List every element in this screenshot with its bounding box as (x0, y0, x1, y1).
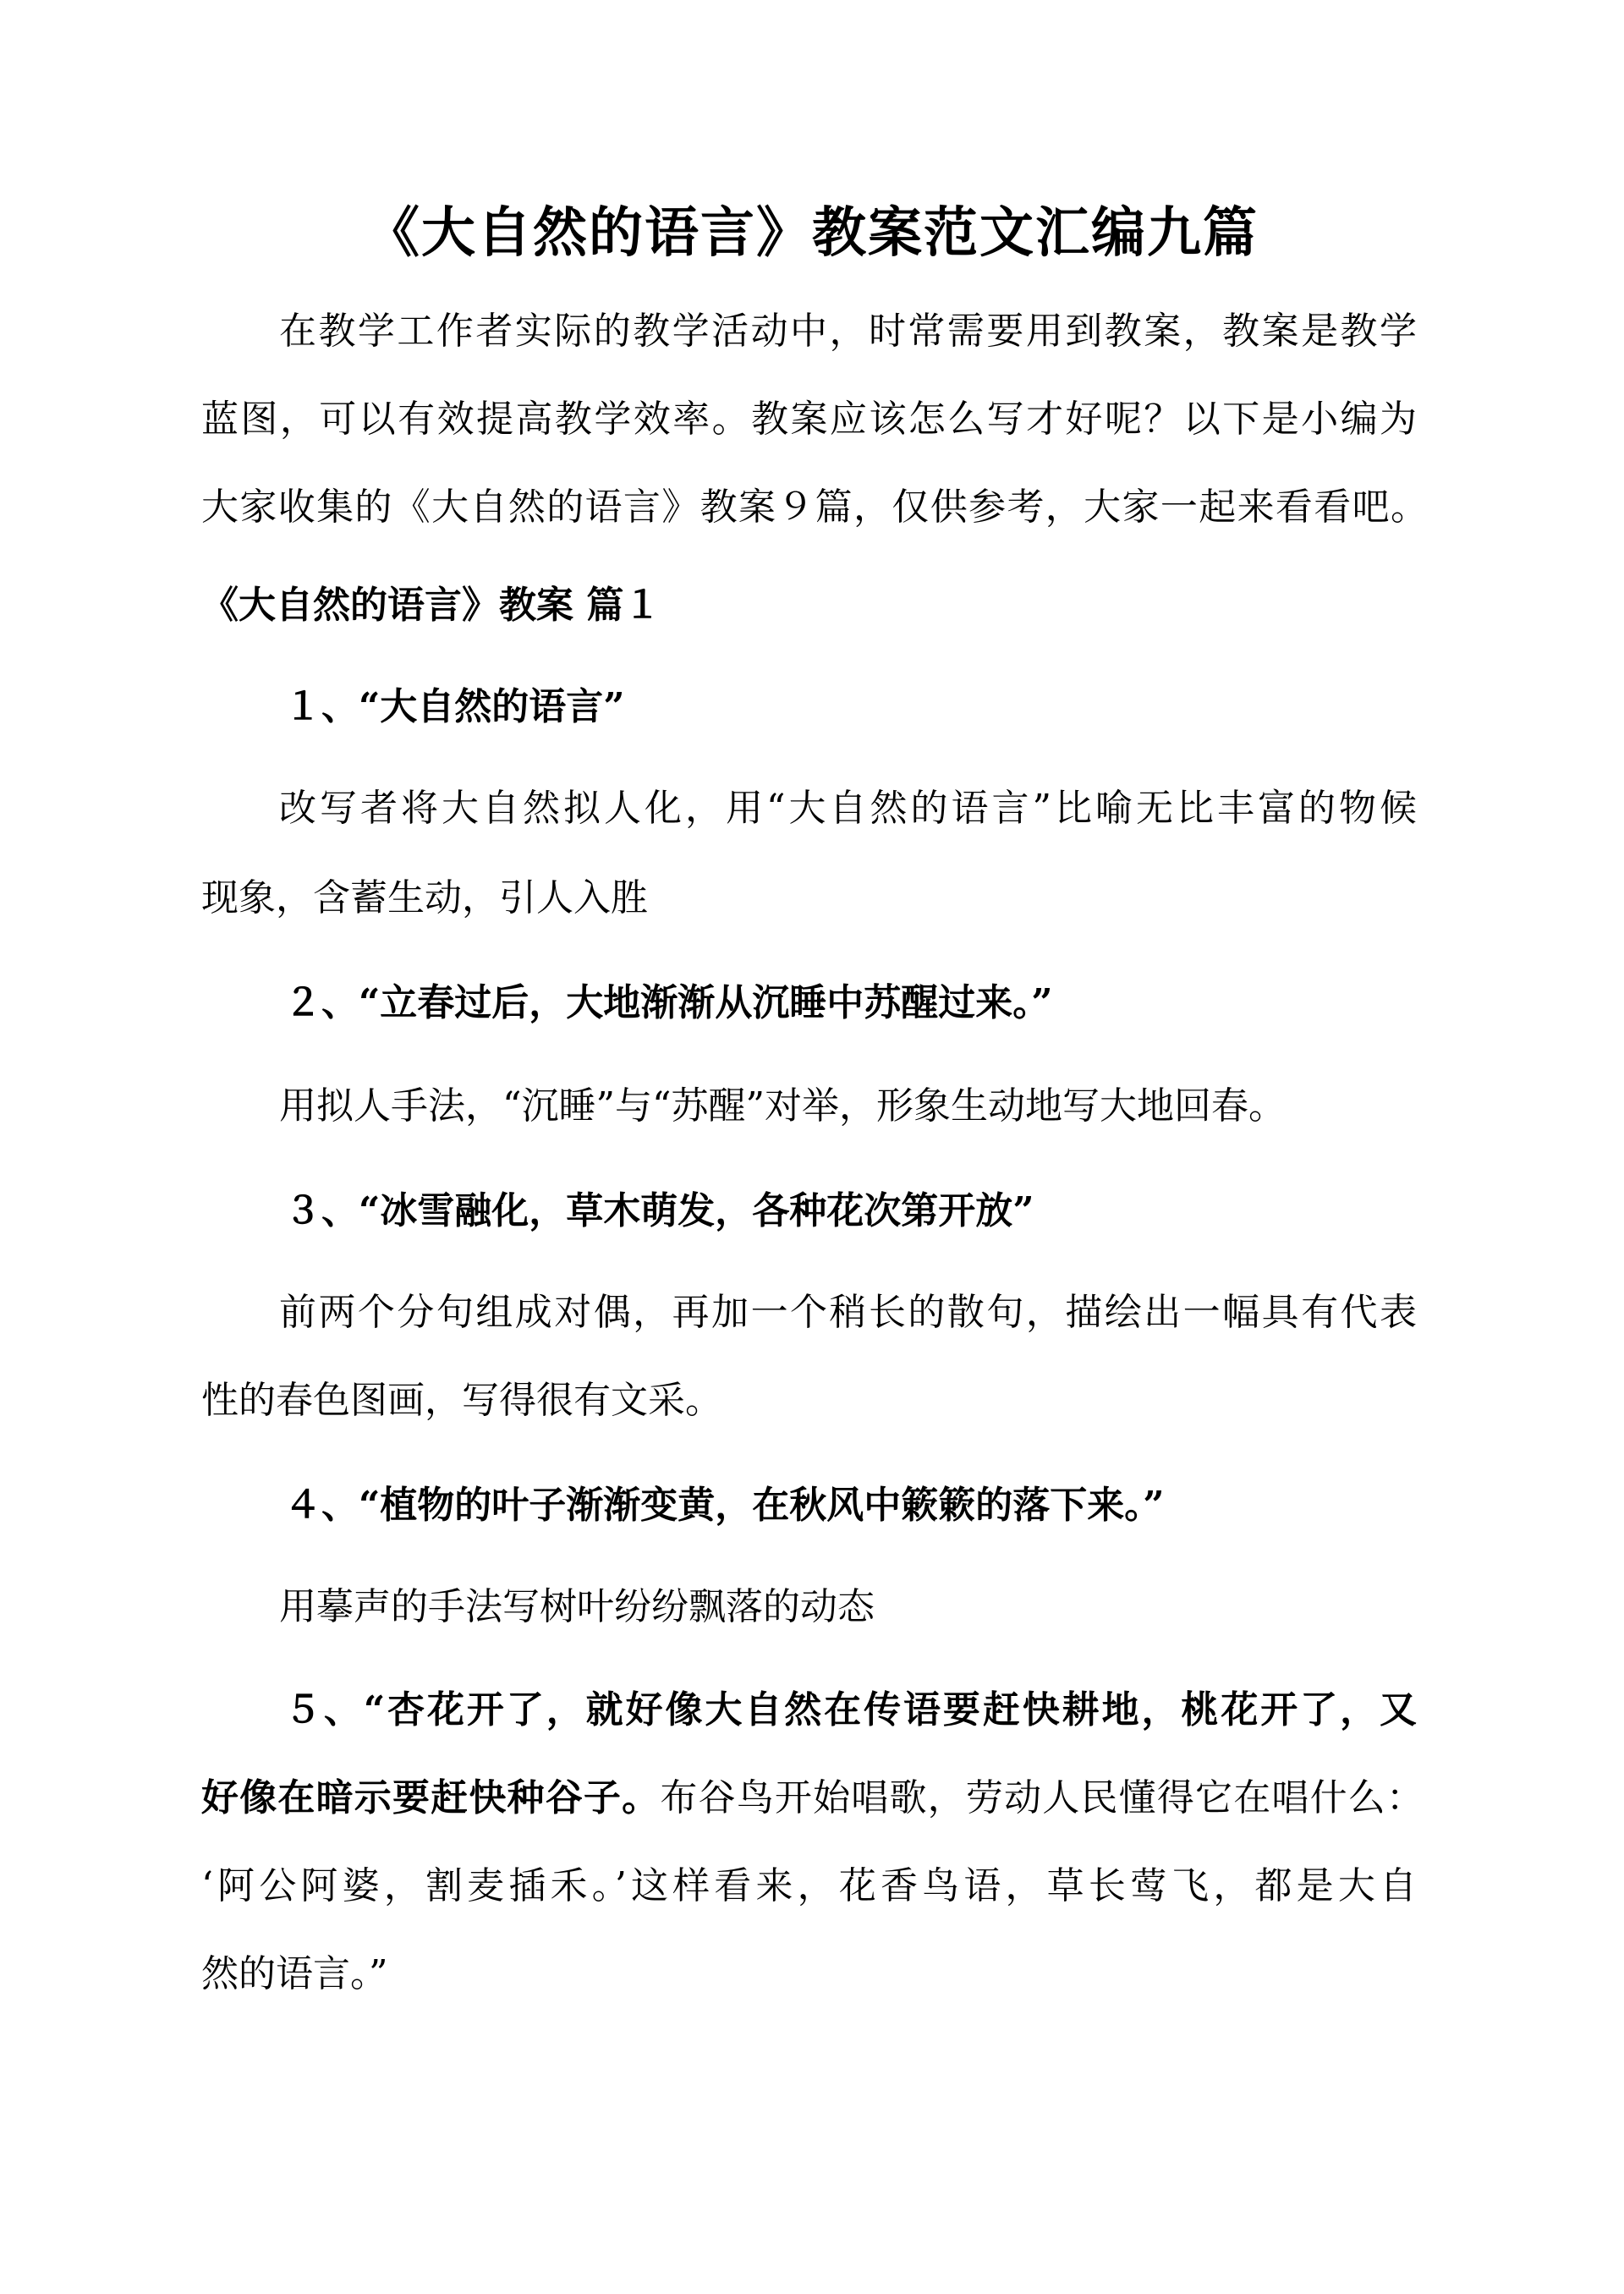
item-1-body-row-1 (0, 775, 1624, 842)
section-heading: 《大自然的语言》教案 篇１ (201, 584, 661, 627)
item-1-heading: １、“大自然的语言” (284, 685, 625, 728)
item-5-line-1: ５、“杏花开了，就好像大自然在传语要赶快耕地，桃花开了，又 (284, 1688, 1417, 1731)
item-1-body-2: 现象，含蓄生动，引人入胜 (201, 876, 648, 919)
item-5-line-4: 然的语言。” (201, 1952, 388, 1995)
intro-line-3 (0, 474, 1624, 541)
item-3-body-row-2 (0, 1367, 1624, 1435)
item-4-body-1: 用摹声的手法写树叶纷纷飘落的动态 (279, 1585, 875, 1628)
item-4-body-row-1 (0, 1573, 1624, 1641)
intro-text-1: 在教学工作者实际的教学活动中，时常需要用到教案，教案是教学 (279, 310, 1417, 353)
item-5-line-3: ‘阿公阿婆，割麦插禾。’这样看来，花香鸟语，草长莺飞，都是大自 (201, 1864, 1417, 1907)
item-1-body-1: 改写者将大自然拟人化，用“大自然的语言”比喻无比丰富的物候 (279, 787, 1417, 830)
item-2-heading-row (0, 969, 1624, 1037)
item-5-line-2 (201, 1764, 1424, 1832)
item-3-body-2: 性的春色图画，写得很有文采。 (201, 1379, 722, 1422)
intro-line-2 (0, 386, 1624, 453)
intro-line-1 (0, 298, 1624, 365)
item-5-line-2-bold: 好像在暗示要赶快种谷子。 (201, 1776, 661, 1819)
item-2-body-1: 用拟人手法，“沉睡”与“苏醒”对举，形象生动地写大地回春。 (279, 1084, 1286, 1128)
section-heading-row (0, 572, 1624, 639)
item-4-heading: ４、“植物的叶子渐渐变黄，在秋风中簌簌的落下来。” (284, 1484, 1165, 1527)
item-5-line-1-row (0, 1677, 1624, 1744)
item-3-heading-row (0, 1177, 1624, 1245)
item-2-heading: ２、“立春过后，大地渐渐从沉睡中苏醒过来。” (284, 981, 1053, 1024)
item-1-heading-row (0, 673, 1624, 741)
item-5-line-4-row (0, 1940, 1624, 2008)
item-5-line-3-row (0, 1852, 1624, 1920)
item-3-body-row-1 (0, 1279, 1624, 1347)
item-5-line-2-row (0, 1764, 1624, 1832)
intro-text-3: 大家收集的《大自然的语言》教案９篇，仅供参考，大家一起来看看吧。 (201, 486, 1428, 529)
item-3-body-1: 前两个分句组成对偶，再加一个稍长的散句，描绘出一幅具有代表 (279, 1291, 1417, 1334)
item-3-heading: ３、“冰雪融化，草木萌发，各种花次第开放” (284, 1189, 1034, 1232)
intro-text-2: 蓝图，可以有效提高教学效率。教案应该怎么写才好呢？以下是小编为 (201, 398, 1417, 441)
item-1-body-row-2 (0, 864, 1624, 932)
item-5-line-2-rest: 布谷鸟开始唱歌，劳动人民懂得它在唱什么： (660, 1776, 1424, 1819)
page-title: 《大自然的语言》教案范文汇编九篇 (365, 201, 1259, 265)
item-4-heading-row (0, 1472, 1624, 1539)
item-2-body-row-1 (0, 1073, 1624, 1140)
